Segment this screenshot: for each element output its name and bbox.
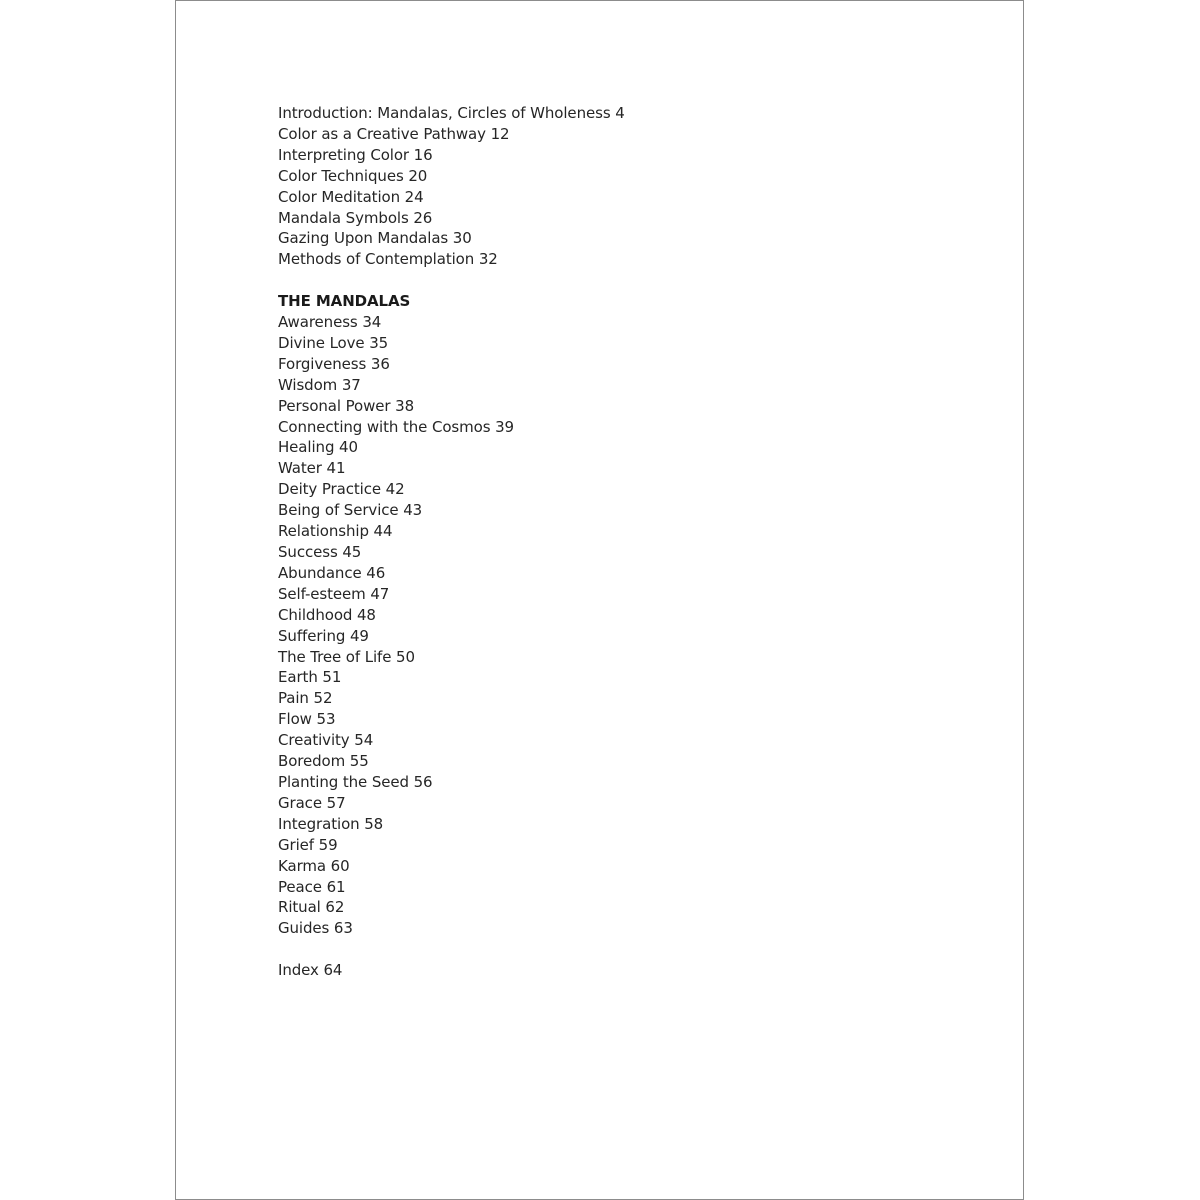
toc-entry: Earth 51: [278, 668, 342, 687]
toc-entry: Abundance 46: [278, 563, 386, 582]
toc-entry: Guides 63: [278, 919, 353, 938]
toc-entry: Forgiveness 36: [278, 354, 390, 373]
toc-entry: Childhood 48: [278, 605, 376, 624]
toc-entry: Grace 57: [278, 793, 346, 812]
toc-entry: Personal Power 38: [278, 396, 415, 415]
toc-entry: Pain 52: [278, 689, 333, 708]
toc-entry: Peace 61: [278, 877, 346, 896]
section-spacer: [278, 270, 625, 291]
toc-entry: Boredom 55: [278, 752, 369, 771]
toc-entry: Being of Service 43: [278, 501, 423, 520]
toc-entry: Methods of Contemplation 32: [278, 250, 498, 269]
toc-entry: Color Techniques 20: [278, 166, 428, 185]
toc-entry-index: Index 64: [278, 961, 343, 980]
toc-entry: Color as a Creative Pathway 12: [278, 124, 510, 143]
toc-entry: Flow 53: [278, 710, 336, 729]
toc-entry: Color Meditation 24: [278, 187, 424, 206]
toc-entry: Interpreting Color 16: [278, 145, 433, 164]
toc-entry: Connecting with the Cosmos 39: [278, 417, 514, 436]
toc-entry: Integration 58: [278, 814, 384, 833]
toc-entry: Mandala Symbols 26: [278, 208, 433, 227]
toc-entry: Introduction: Mandalas, Circles of Wholeness 4: [278, 104, 625, 122]
toc-entry: Water 41: [278, 459, 346, 478]
toc-entry: Gazing Upon Mandalas 30: [278, 229, 472, 248]
toc-entry: The Tree of Life 50: [278, 647, 415, 666]
toc-entry: Divine Love 35: [278, 333, 389, 352]
toc-entry: Suffering 49: [278, 626, 369, 645]
toc-entry: Relationship 44: [278, 522, 393, 541]
toc-entry: Awareness 34: [278, 313, 382, 332]
toc-entry: Grief 59: [278, 835, 338, 854]
toc-entry: Ritual 62: [278, 898, 345, 917]
toc-entry: Creativity 54: [278, 731, 374, 750]
section-heading-mandalas: THE MANDALAS: [278, 292, 411, 311]
toc-entry: Success 45: [278, 543, 362, 562]
mandalas-list: [278, 312, 625, 939]
toc-entry: Self-esteem 47: [278, 584, 390, 603]
toc-entry: Wisdom 37: [278, 375, 361, 394]
document-page: [175, 0, 1024, 1200]
front-matter-list: [278, 103, 625, 270]
toc-entry: Healing 40: [278, 438, 358, 457]
toc-entry: Planting the Seed 56: [278, 772, 433, 791]
toc-entry: Karma 60: [278, 856, 350, 875]
table-of-contents: [278, 103, 625, 981]
section-spacer: [278, 939, 625, 960]
toc-entry: Deity Practice 42: [278, 480, 405, 499]
